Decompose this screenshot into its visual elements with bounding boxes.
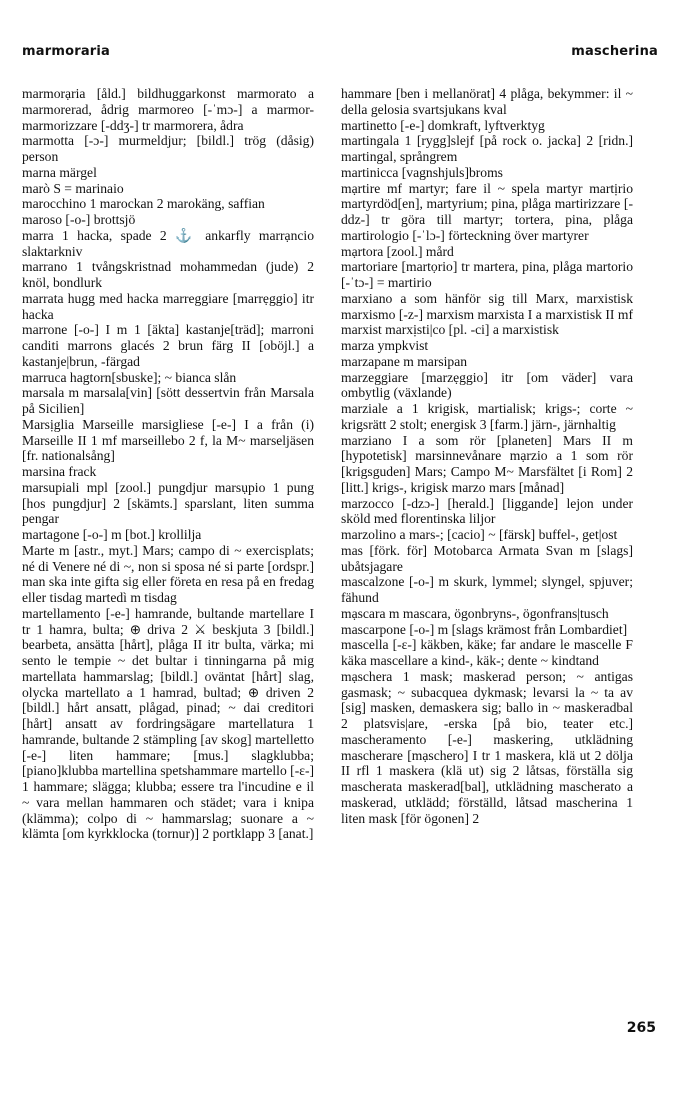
dictionary-entry: marra 1 hacka, spade 2 ⚓ ankarfly marrạncio slaktarkniv — [22, 227, 314, 259]
dictionary-entry: marza ympkvist — [341, 338, 429, 353]
dictionary-entry: Marte m [astr., myt.] Mars; campo di ~ exercisplats; né di Venere né di ~, non si sposa né si parte [ordspr.] man ska inte gifta sig eller företa en resa på en fredag eller tisdag martedì m tisdag — [22, 542, 314, 605]
dictionary-entry: marmotta [-ɔ-] murmeldjur; [bildl.] trög (dåsig) person — [22, 133, 314, 164]
dictionary-entry: marsupiali mpl [zool.] pungdjur marsụpio 1 pung [hos pungdjur] 2 [skämts.] sparslant, liten summa pengar — [22, 479, 314, 527]
dictionary-entry: marrata hugg med hacka marreggiare [marrẹggio] itr hacka — [22, 290, 314, 322]
dictionary-entry: hammare [ben i mellanörat] 4 plåga, bekymmer: il ~ della gelosia svartsjukans kval — [341, 86, 633, 117]
dictionary-entry: mascarpone [-o-] m [slags krämost från Lombardiet] — [341, 621, 628, 637]
dictionary-entry: mạscara m mascara, ögonbryns-, ögonfrans|tusch — [341, 605, 609, 621]
dictionary-entry: mạrtora [zool.] mård — [341, 243, 454, 259]
dictionary-entry: mạschera 1 mask; maskerad person; ~ antigas gasmask; ~ subacquea dykmask; levarsi la ~ ta av [sig] masken, demaskera sig; ballo in ~ maskeradbal 2 platsvis|are, -erska [på bio, teater etc.] mascheramento [-e-] maskering, utklädning mascherare [mạschero] I tr 1 maskera, klä ut 2 dölja II rfl 1 maskera (klä ut) sig 2 låtsas, förställa sig mascherata maskerad[bal], utklädning mascherato a maskerad, utklädd; förställd, låtsad mascherina 1 liten mask [för ögonen] 2 — [341, 668, 633, 826]
dictionary-entry: martinetto [-e-] domkraft, lyftverktyg — [341, 117, 545, 133]
dictionary-entry: mascalzone [-o-] m skurk, lymmel; slyngel, spjuver; fähund — [341, 574, 633, 605]
dictionary-entry: marrone [-o-] I m 1 [äkta] kastanje[träd]; marroni canditi marrons glacés 2 brun färg II [oböjl.] a kastanje|brun, -färgad — [22, 322, 314, 369]
dictionary-entry: marrano 1 tvångskristnad mohammedan (jude) 2 knöl, bondlurk — [22, 259, 314, 290]
dictionary-entry: marxiano a som hänför sig till Marx, marxistisk marxismo [-z-] marxism marxista I a marxistisk II mf marxist marxịsti|co [pl. -ci] a marxistisk — [341, 290, 633, 338]
header-guideword-right: mascherina — [571, 44, 658, 59]
dictionary-entry: marmorạria [åld.] bildhuggarkonst marmorato a marmorerad, ådrig marmoreo [-ˈmɔ-] a marmor- marmorizzare [-ddʒ-] tr marmorera, ådra — [22, 86, 314, 133]
dictionary-entry: martellamento [-e-] hamrande, bultande martellare I tr 1 hamra, bulta; ⊕ driva 2 ⚔ beskjuta 3 [bildl.] bearbeta, ansätta [hårt], plåga II itr bulta, värka; mi sento le tempie ~ det bultar i tinningarna på mig martellata hammarslag; [bildl.] oväntat [hårt] slag, olycka martellato a 1 hamrad, bultad; ⊕ driven 2 [bildl.] hårt ansatt, plågad, pinad; ~ dai creditori [hårt] ansatt av fordringsägare martellatura 1 hamrande, bultande 2 stämpling [av skog] martelletto [-e-] liten hammare; [mus.] slagklubba; [piano]klubba martellina spetshammare martello [-ɛ-] 1 hammare; slägga; klubba; essere tra l'incudine e il ~ vara mellan hammaren och städet; vara i knipa (klämma); colpo di ~ hammarslag; suonare a ~ klämta [om kyrkklocka (tornur)] 2 portklapp 3 [anat.] — [22, 605, 314, 842]
dictionary-entry: marziale a 1 krigisk, martialisk; krigs-; corte ~ krigsrätt 2 stolt; energisk 3 [farm.] järn-, järnhaltig — [341, 401, 633, 432]
header-guideword-left: marmoraria — [22, 44, 111, 59]
dictionary-entry: mạrtire mf martyr; fare il ~ spela martyr martịrio martyrdöd[en], martyrium; pina, plåga martirizzare [-ddz-] tr göra till martyr; tortera, pina, plåga martirologio [-ˈlɔ-] förteckning över martyrer — [341, 180, 633, 243]
dictionary-entry: maroso [-o-] brottsjö — [22, 212, 136, 227]
dictionary-entry: marzocco [-dzɔ-] [herald.] [liggande] lejon under sköld med florentinska liljor — [341, 495, 633, 527]
dictionary-entry: marruca hagtorn[sbuske]; ~ bianca slån — [22, 369, 237, 385]
dictionary-entry: marzolino a mars-; [cacio] ~ [färsk] buffel-, get|ost — [341, 527, 618, 542]
dictionary-entry: mascella [-ɛ-] käkben, käke; far andare le mascelle F käka mascellare a kind-, käk-; dente ~ kindtand — [341, 637, 633, 668]
dictionary-entry: martagone [-o-] m [bot.] krollilja — [22, 527, 202, 542]
dictionary-entry: marsina frack — [22, 464, 97, 479]
left-column — [22, 86, 314, 842]
right-column — [341, 86, 633, 826]
dictionary-entry: marna märgel — [22, 164, 97, 180]
dictionary-entry: marò S = marinaio — [22, 180, 124, 196]
dictionary-entry: martinicca [vagnshjuls]broms — [341, 164, 503, 180]
dictionary-entry: marziano I a som rör [planeten] Mars II m [hypotetisk] marsinnevånare mạrzio a 1 som rör [krigsguden] Mars; Campo M~ Marsfältet [i Rom] 2 [litt.] krigs-, krigisk marzo mars [månad] — [341, 432, 633, 495]
dictionary-entry: marocchino 1 marockan 2 marokäng, saffian — [22, 196, 265, 212]
dictionary-entry: martingala 1 [rygg]slejf [på rock o. jacka] 2 [ridn.] martingal, språngrem — [341, 133, 633, 164]
page-number: 265 — [626, 1020, 656, 1036]
dictionary-entry: marzeggiare [marzẹggio] itr [om väder] vara ombytlig (växlande) — [341, 369, 633, 401]
dictionary-entry: marzapane m marsipan — [341, 353, 468, 369]
dictionary-entry: marsala m marsala[vin] [sött dessertvin från Marsala på Sicilien] — [22, 385, 314, 416]
dictionary-entry: Marsịglia Marseille marsigliese [-e-] I a från (i) Marseille II 1 mf marseillebo 2 f, la M~ marseljäsen [fr. nationalsång] — [22, 416, 314, 464]
dictionary-entry: mas [förk. för] Motobarca Armata Svan m [slags] ubåtsjagare — [341, 542, 633, 574]
dictionary-entry: martoriare [martọrio] tr martera, pina, plåga martorio [-ˈtɔ-] = martirio — [341, 259, 633, 290]
